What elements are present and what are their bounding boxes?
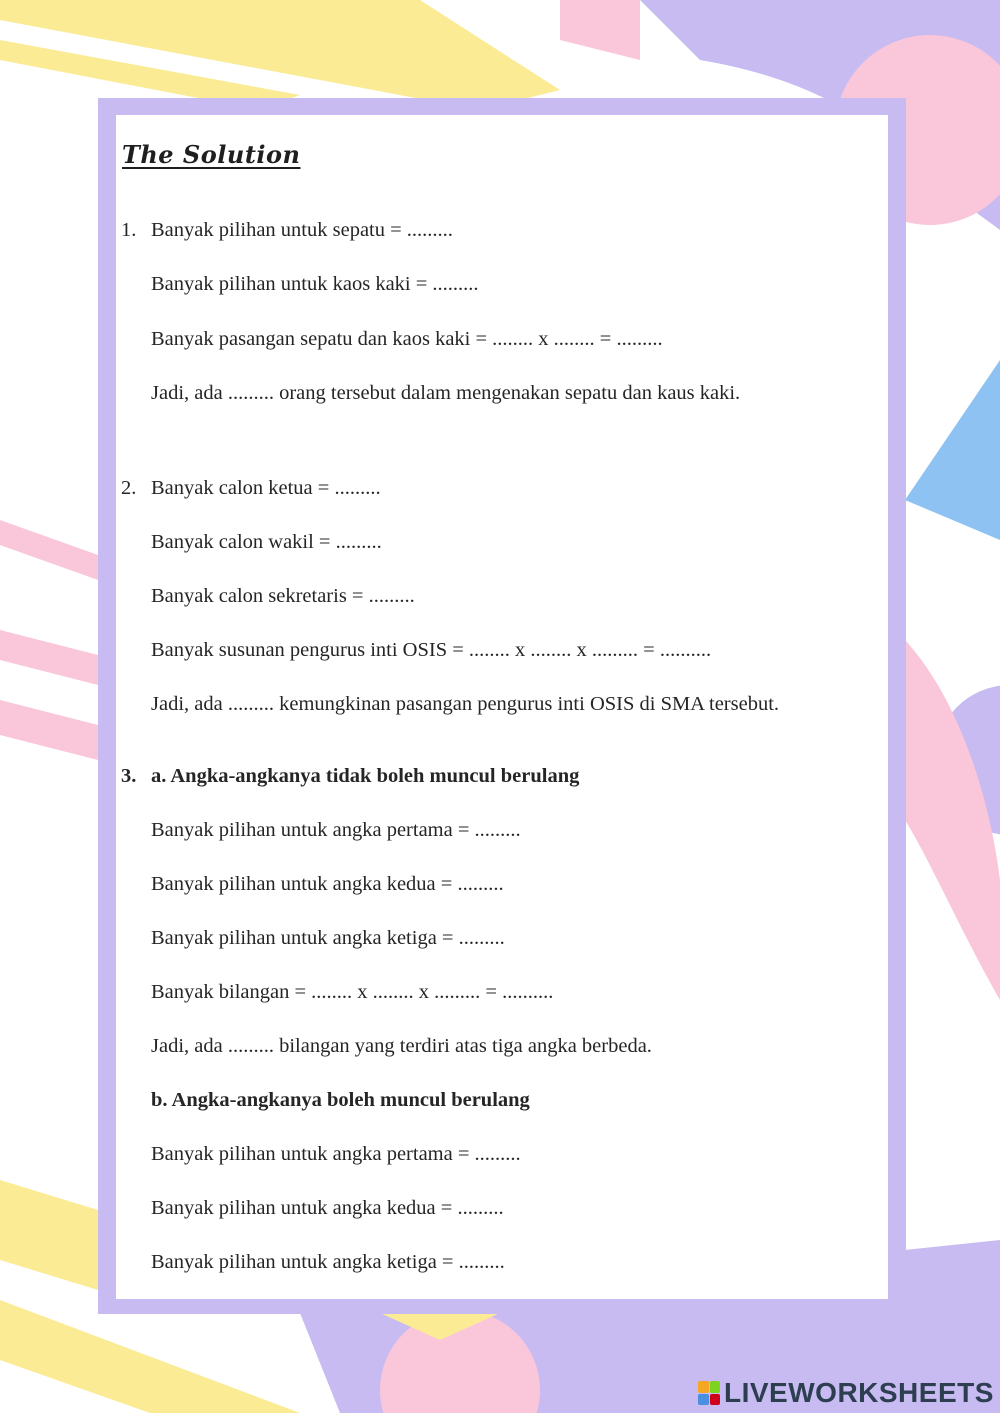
q1-line: Banyak pasangan sepatu dan kaos kaki = ........ x ........ = ......... bbox=[151, 328, 663, 350]
q1-line: Banyak pilihan untuk kaos kaki = ......... bbox=[151, 273, 479, 295]
q3a-line: Jadi, ada ......... bilangan yang terdiri atas tiga angka berbeda. bbox=[151, 1035, 652, 1057]
q2-line: Banyak susunan pengurus inti OSIS = ........ x ........ x ......... = .......... bbox=[151, 639, 712, 661]
q2-line: Banyak calon sekretaris = ......... bbox=[151, 585, 415, 607]
page-title: The Solution bbox=[122, 140, 301, 169]
q2-line: Banyak calon ketua = ......... bbox=[151, 477, 381, 499]
blue-triangle-shape bbox=[905, 360, 1000, 540]
logo-text: LIVEWORKSHEETS bbox=[724, 1377, 994, 1408]
q3a-heading: a. Angka-angkanya tidak boleh muncul berulang bbox=[151, 765, 580, 787]
pink-stripe-shape bbox=[0, 630, 98, 685]
pink-stripe-shape bbox=[0, 520, 98, 580]
question-number: 2. bbox=[121, 477, 137, 499]
q1-line: Banyak pilihan untuk sepatu = ......... bbox=[151, 219, 453, 241]
q3b-line: Banyak pilihan untuk angka ketiga = ......... bbox=[151, 1251, 505, 1273]
yellow-stripe-shape bbox=[0, 1300, 300, 1413]
q3b-heading: b. Angka-angkanya boleh muncul berulang bbox=[151, 1089, 530, 1111]
q3a-line: Banyak pilihan untuk angka kedua = ......... bbox=[151, 873, 504, 895]
liveworksheets-logo-icon bbox=[698, 1381, 720, 1405]
q2-line: Banyak calon wakil = ......... bbox=[151, 531, 382, 553]
question-number: 3. bbox=[121, 765, 137, 787]
pink-stripe-shape bbox=[0, 700, 98, 760]
yellow-stripe-shape bbox=[0, 1180, 98, 1290]
question-number: 1. bbox=[121, 219, 137, 241]
q3a-line: Banyak pilihan untuk angka ketiga = ......... bbox=[151, 927, 505, 949]
liveworksheets-logo[interactable] bbox=[698, 1377, 994, 1409]
q3a-line: Banyak pilihan untuk angka pertama = ......... bbox=[151, 819, 521, 841]
q3a-line: Banyak bilangan = ........ x ........ x ......... = .......... bbox=[151, 981, 554, 1003]
q3b-line: Banyak pilihan untuk angka pertama = ......... bbox=[151, 1143, 521, 1165]
q1-line: Jadi, ada ......... orang tersebut dalam mengenakan sepatu dan kaus kaki. bbox=[151, 382, 741, 404]
pink-shape bbox=[560, 0, 640, 60]
q3b-line: Banyak pilihan untuk angka kedua = ......... bbox=[151, 1197, 504, 1219]
q2-line: Jadi, ada ......... kemungkinan pasangan pengurus inti OSIS di SMA tersebut. bbox=[151, 693, 780, 715]
